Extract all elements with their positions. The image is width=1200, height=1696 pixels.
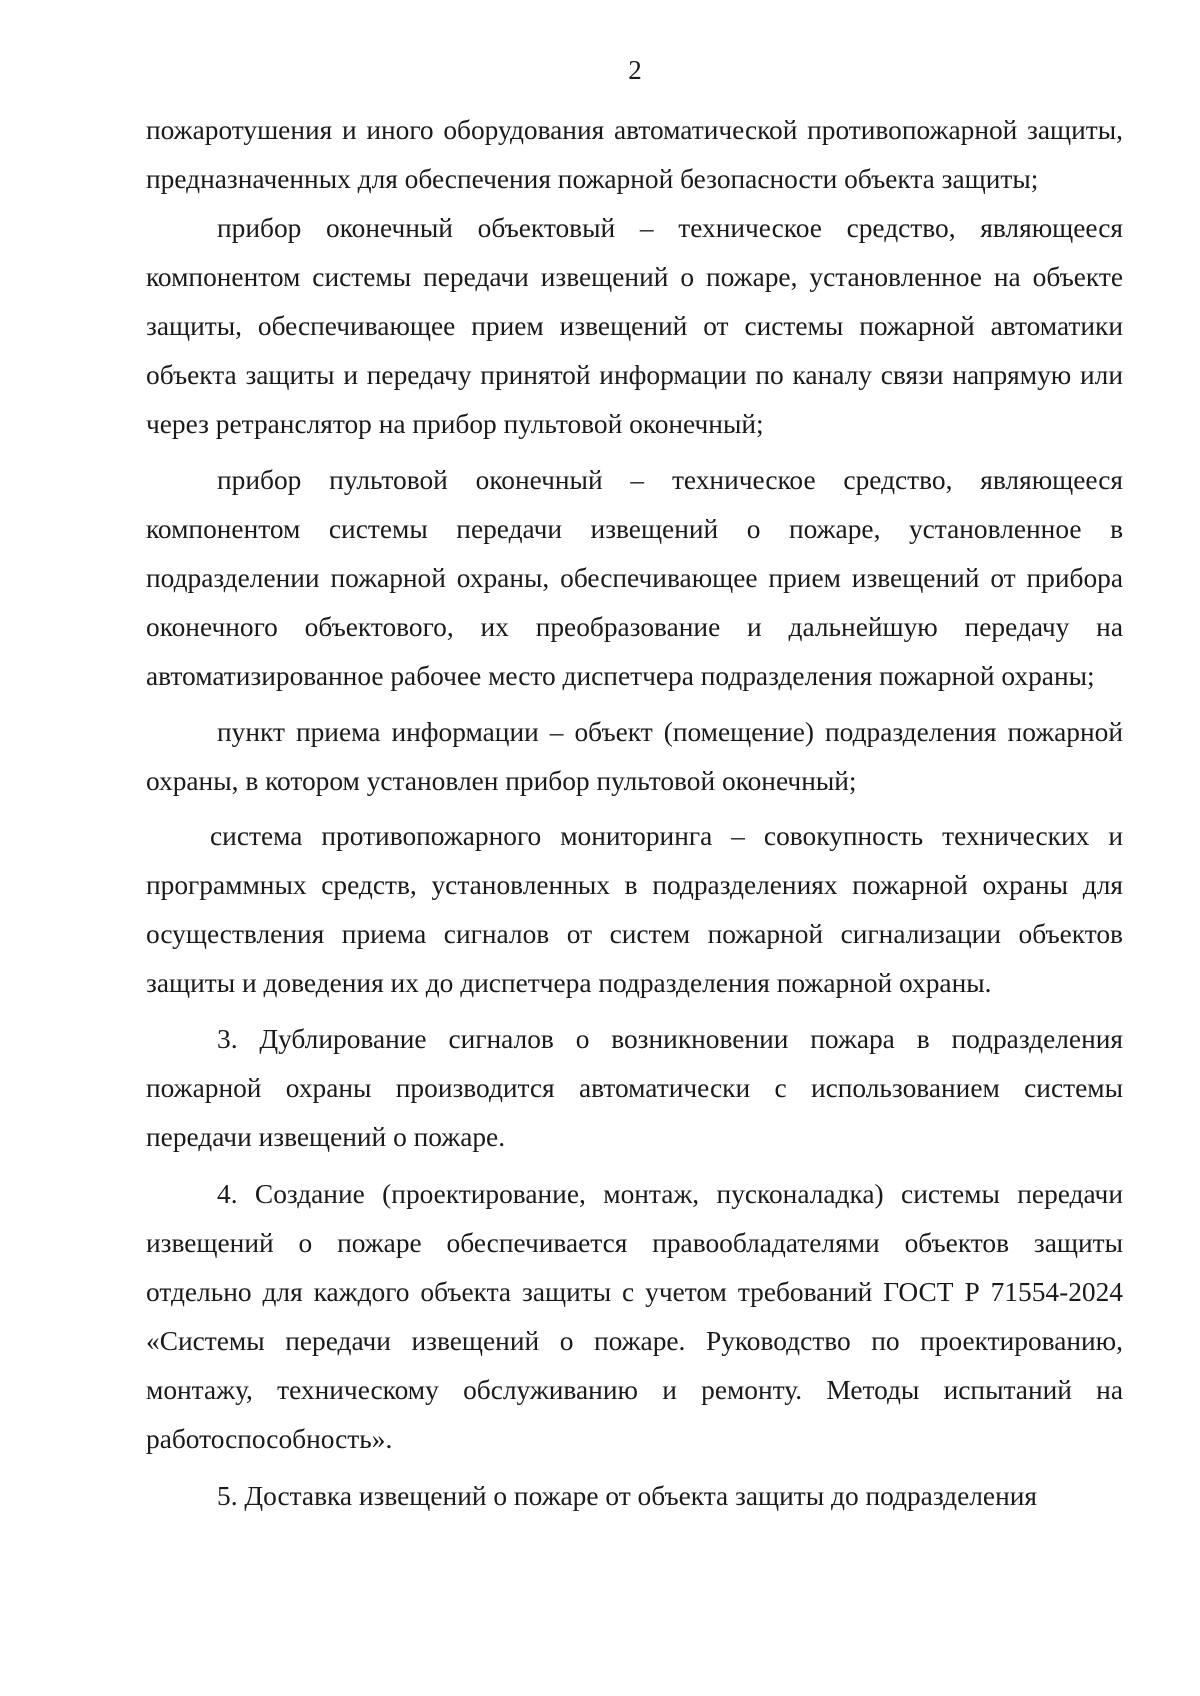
clause-4: 4. Создание (проектирование, монтаж, пусконаладка) системы передачи извещений о пожаре обеспечивается правообладателями объектов защиты отдельно для каждого объекта защиты с учетом требований ГОСТ Р 71554-2024 «Системы передачи извещений о пожаре. Руководство по проектированию, монтажу, техническому обслуживанию и ремонту. Методы испытаний на работоспособность». bbox=[146, 1179, 1123, 1454]
definition-console-terminal-device: прибор пультовой оконечный – техническое средство, являющееся компонентом системы передачи извещений о пожаре, установленное в подразделении пожарной охраны, обеспечивающее прием извещений от прибора оконечного объектового, их преобразование и дальнейшую передачу на автоматизированное рабочее место диспетчера подразделения пожарной охраны; bbox=[146, 465, 1123, 691]
clause-3: 3. Дублирование сигналов о возникновении пожара в подразделения пожарной охраны производится автоматически с использованием системы передачи извещений о пожаре. bbox=[146, 1024, 1123, 1152]
definition-object-terminal-device: прибор оконечный объектовый – техническое средство, являющееся компонентом системы передачи извещений о пожаре, установленное на объекте защиты, обеспечивающее прием извещений от системы пожарной автоматики объекта защиты и передачу принятой информации по каналу связи напрямую или через ретранслятор на прибор пультовой оконечный; bbox=[146, 213, 1123, 439]
definition-reception-point: пункт приема информации – объект (помещение) подразделения пожарной охраны, в котором установлен прибор пультовой оконечный; bbox=[146, 717, 1123, 796]
definition-fire-monitoring-system: система противопожарного мониторинга – совокупность технических и программных средств, установленных в подразделениях пожарной охраны для осуществления приема сигналов от систем пожарной сигнализации объектов защиты и доведения их до диспетчера подразделения пожарной охраны. bbox=[146, 821, 1123, 998]
clause-5: 5. Доставка извещений о пожаре от объекта защиты до подразделения bbox=[217, 1481, 1037, 1511]
document-body bbox=[146, 106, 1123, 1529]
page-number: 2 bbox=[628, 55, 642, 85]
paragraph-continuation: пожаротушения и иного оборудования автоматической противопожарной защиты, предназначенных для обеспечения пожарной безопасности объекта защиты; bbox=[146, 115, 1123, 194]
